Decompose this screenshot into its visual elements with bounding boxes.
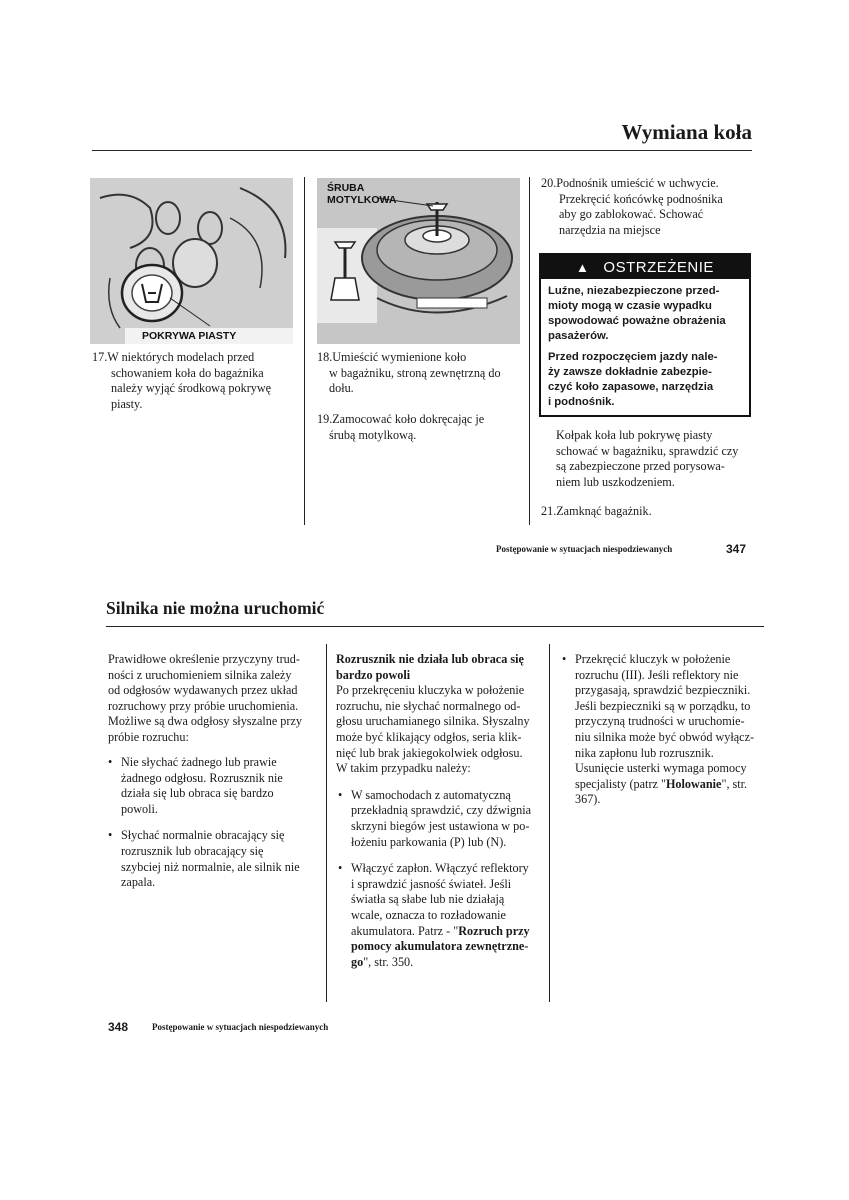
step-20-line: narzędzia na miejsce — [559, 222, 661, 237]
bottom-footer: Postępowanie w sytuacjach niespodziewanych — [152, 1022, 329, 1032]
step-18-line: dołu. — [329, 381, 354, 396]
top-column-divider-1 — [304, 177, 305, 525]
column-3-list — [560, 652, 770, 808]
step-17-line: 17.W niektórych modelach przed — [92, 350, 255, 364]
step-17-line: schowaniem koła do bagażnika — [111, 365, 264, 380]
note-line: niem lub uszkodzeniem. — [556, 474, 675, 489]
checklist-item: • Włączyć zapłon. Włączyć reflektory i sprawdzić jasność świateł. Jeśli światła są słabe lub nie działają wcale, oznacza to rozładowanie akumulatora. Patrz - "Rozruch przy pomocy akumulatora zewnętrzne- go", str. 350. — [338, 861, 530, 969]
wing-bolt-label-line: ŚRUBA — [327, 182, 365, 194]
intro-line: od odgłosów wydawanych przez układ — [108, 683, 298, 698]
hub-cap-illustration — [90, 178, 293, 344]
step-18-line: w bagażniku, stroną zewnętrzną do — [329, 365, 501, 380]
step-17-line: piasty. — [111, 396, 143, 411]
page-title: Wymiana koła — [621, 120, 752, 144]
starter-intro: Po przekręceniu kluczyka w położenie rozruchu, nie słychać normalnego od- głosu uruchamianego silnika. Słyszalny może być klikający odgłos, seria klik- nięć lub brak jakiegokolwiek odgłosu. W takim przypadku należy: — [336, 683, 530, 776]
bullet-icon: • — [108, 828, 113, 843]
warning-box — [539, 253, 751, 417]
title-rule — [92, 150, 752, 151]
note-line: schować w bagażniku, sprawdzić czy — [556, 443, 739, 458]
intro-line: Możliwe są dwa odgłosy słyszalne przy — [108, 714, 302, 729]
step-21: 21.Zamknąć bagażnik. — [541, 504, 652, 518]
step-18 — [317, 350, 522, 397]
bottom-column-divider-1 — [326, 644, 327, 1002]
top-footer: Postępowanie w sytuacjach niespodziewanych — [496, 544, 673, 554]
warning-body — [541, 279, 749, 410]
intro-line: rozruchowy przy próbie uruchomienia. — [108, 698, 299, 713]
note-line: są zabezpieczone przed porysowa- — [556, 459, 725, 474]
symptom-item: • Słychać normalnie obracający się rozrusznik lub obracający się szybciej niż normalnie, ale silnik nie zapala. — [108, 828, 300, 890]
step-19-line: 19.Zamocować koło dokręcając je — [317, 412, 485, 426]
step-20-line: Przekręcić końcówkę podnośnika — [559, 191, 723, 206]
intro-paragraph — [108, 652, 323, 746]
starter-checklist — [336, 788, 548, 971]
checklist-item: • W samochodach z automatyczną przekładnią sprawdzić, czy dźwignia skrzyni biegów jest ustawiona w po- łożeniu parkowania (P) lub (N). — [338, 787, 532, 849]
top-column-divider-2 — [529, 177, 530, 525]
spare-wheel-figure — [317, 178, 520, 344]
step-19 — [317, 412, 522, 443]
hub-cap-label: POKRYWA PIASTY — [142, 330, 237, 342]
fuse-check-item: • Przekręcić kluczyk w położenie rozruchu (III). Jeśli reflektory nie przygasają, sprawdzić bezpieczniki. Jeśli bezpieczniki są w porządku, to przyczyną trudności w uruchomie- niu silnika może być obwód wyłącz- nika zapłonu lub rozrusznik. Usunięcie usterki wymaga pomocy specjalisty (patrz "Holowanie", str. 367). — [562, 652, 755, 807]
top-page-number: 347 — [726, 542, 747, 556]
warning-header — [541, 255, 749, 279]
section-title-rule — [106, 626, 764, 627]
section-title: Silnika nie można uruchomić — [106, 598, 325, 618]
wing-bolt-label — [327, 182, 396, 206]
warning-paragraph-2: Przed rozpoczęciem jazdy nale- ży zawsze dokładnie zabezpie- czyć koło zapasowe, narzędzia i podnośnik. — [548, 351, 718, 408]
wing-bolt-label-line: MOTYLKOWA — [327, 194, 397, 206]
starter-heading: Rozrusznik nie działa lub obraca się bardzo powoli — [336, 652, 524, 682]
bottom-page-number: 348 — [108, 1020, 129, 1034]
step-20 — [541, 176, 756, 238]
intro-line: próbie rozruchu: — [108, 729, 189, 744]
intro-line: Prawidłowe określenie przyczyny trud- — [108, 652, 300, 666]
bullet-icon: • — [338, 861, 343, 876]
wheel-cover-note — [556, 428, 756, 490]
step-19-line: śrubą motylkową. — [329, 427, 417, 442]
bullet-icon: • — [338, 787, 343, 802]
warning-triangle-icon: ▲ — [576, 259, 590, 275]
warning-paragraph-1: Luźne, niezabezpieczone przed- mioty mogą w czasie wypadku spowodować poważne obrażenia pasażerów. — [548, 285, 726, 342]
step-20-line: aby go zablokować. Schować — [559, 207, 704, 222]
symptom-item: • Nie słychać żadnego lub prawie żadnego odgłosu. Rozrusznik nie działa się lub obraca się bardzo powoli. — [108, 755, 283, 816]
bullet-icon: • — [562, 652, 567, 666]
step-17-line: należy wyjąć środkową pokrywę — [111, 381, 272, 396]
symptom-list — [106, 755, 321, 891]
step-20-line: 20.Podnośnik umieścić w uchwycie. — [541, 176, 719, 190]
bullet-icon: • — [108, 755, 113, 769]
intro-line: ności z uruchomieniem silnika zależy — [108, 667, 292, 682]
hub-cap-figure — [90, 178, 293, 344]
step-17 — [92, 350, 297, 412]
warning-title: OSTRZEŻENIE — [603, 258, 714, 276]
column-2 — [336, 652, 548, 970]
note-line: Kołpak koła lub pokrywę piasty — [556, 428, 713, 442]
bottom-column-divider-2 — [549, 644, 550, 1002]
step-18-line: 18.Umieścić wymienione koło — [317, 350, 467, 364]
